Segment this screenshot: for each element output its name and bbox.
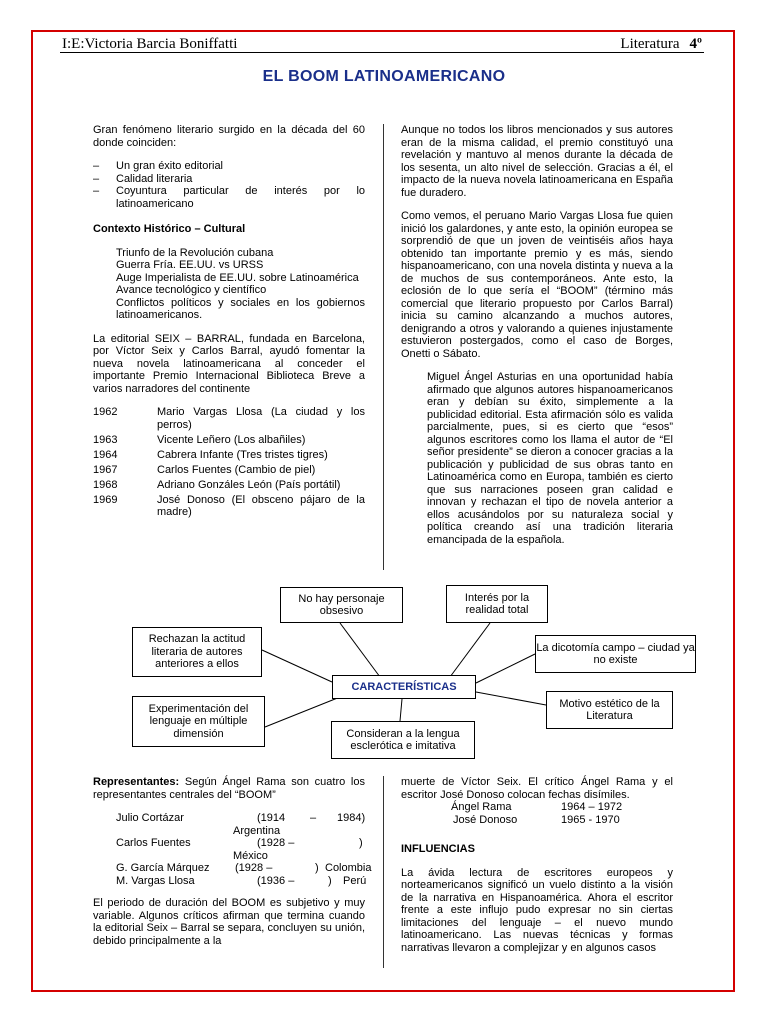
bottom-left-column	[93, 776, 372, 947]
asturias-item: Miguel Ángel Asturias en una oportunidad había afirmado que algunos autores hispanoamericanos eran y debían su éxito, simplemente a la publicidad editorial. Esta afirmación sólo es valida parcialmente, pues, si es cierto que “esos” algunos escritores como los llama el autor de “El señor presidente” se dieron a conocer gracias a la publicación y publicidad de sus obras tanto en Latinoamérica como en Europa, también es cierto que sus narraciones poseen gran calidad e innovan y rechazan el tipo de novela anterior a ellos acusándolos por su naturaleza social y política creando así una tradición literaria emancipada de la española.	[427, 371, 673, 546]
diagram-node: Rechazan la actitud literaria de autores anteriores a ellos	[132, 627, 262, 677]
list-item: Avance tecnológico y científico	[116, 284, 267, 296]
column-divider	[383, 776, 384, 968]
intro-paragraph: Gran fenómeno literario surgido en la década del 60 donde coinciden:	[93, 124, 365, 149]
award-row: 1964 Cabrera Infante (Tres tristes tigres)	[93, 448, 328, 461]
diagram-node: La dicotomía campo – ciudad ya no existe	[535, 635, 696, 673]
bottom-right-column	[401, 776, 673, 954]
connector-line	[265, 697, 340, 727]
connector-line	[450, 623, 490, 677]
writer-item: M. Vargas Llosa (1936 – ) Perú	[116, 874, 367, 887]
date-row: José Donoso 1965 - 1970	[453, 813, 620, 826]
connector-line	[476, 692, 546, 705]
paragraph: Aunque no todos los libros mencionados y sus autores eran de la misma calidad, el premio constituyó una revelación y mantuvo al menos durante la década de los sesenta, un alto nivel de selección. Gracias a él, el impacto de la nueva novela latinoamericana en España fue duradero.	[401, 124, 673, 199]
list-item: – Calidad literaria	[93, 172, 193, 185]
diagram-node: Experimentación del lenguaje en múltiple dimensión	[132, 696, 265, 747]
award-row: 1969 José Donoso (El obsceno pájaro de la madre)	[93, 493, 365, 518]
period-paragraph: El periodo de duración del BOOM es subjetivo y muy variable. Algunos críticos afirman que termina cuando la editorial Seix – Barral se separa, concluyen su unión, debido principalmente a la	[93, 897, 365, 947]
date-row: Ángel Rama 1964 – 1972	[451, 801, 623, 813]
connector-line	[400, 699, 402, 721]
connector-line	[476, 654, 535, 683]
writer-item: G. García Márquez (1928 – ) Colombia	[116, 862, 372, 874]
editorial-paragraph: La editorial SEIX – BARRAL, fundada en Barcelona, por Víctor Seix y Carlos Barral, ayudó fomentar la nueva novela latinoamericana al conceder el importante Premio Internacional Biblioteca Breve a varios narradores del continente	[93, 332, 365, 395]
page-title: EL BOOM LATINOAMERICANO	[262, 68, 506, 85]
connector-line	[262, 650, 332, 682]
writer-item: Carlos Fuentes (1928 – ) México	[116, 837, 363, 862]
influencias-heading: INFLUENCIAS	[401, 843, 475, 855]
award-row: 1967 Carlos Fuentes (Cambio de piel)	[93, 463, 316, 476]
award-row: 1962 Mario Vargas Llosa (La ciudad y los perros)	[93, 406, 365, 431]
context-heading: Contexto Histórico – Cultural	[93, 223, 246, 235]
list-item: – Un gran éxito editorial	[93, 160, 224, 172]
list-item: Triunfo de la Revolución cubana	[116, 246, 274, 259]
writer-item: Julio Cortázar (1914 – 1984) Argentina	[116, 812, 366, 837]
header-grade: 4º	[689, 36, 702, 52]
list-item: Conflictos políticos y sociales en los gobiernos latinoamericanos.	[116, 296, 365, 321]
paragraph: Como vemos, el peruano Mario Vargas Llosa fue quien inició los galardones, y ante esto, la opinión europea se sorprendió de que un joven de veintiséis años haya obtenido tan importante premio y es más, siendo hispanoamericano, con una novela distinta y nueva a la de muchos de sus contemporáneos. Ante esto, la eclosión de lo que sería el “BOOM” (término más comercial que literario propuesto por Carlos Barral) inicia su camino alcanzando a muchos autores, denigrando a otros y valorando a quienes injustamente estuvieron postergados, como el caso de Borges, Onetti o Sábato.	[401, 210, 673, 360]
diagram-node: Interés por la realidad total	[446, 585, 548, 623]
header-author: I:E:Victoria Barcia Boniffatti	[62, 36, 238, 52]
diagram-node: Motivo estético de la Literatura	[546, 691, 673, 729]
influencias-paragraph: La ávida lectura de escritores europeos y norteamericanos significó un vuelo distinto a la visión de la narrativa en Hispanoamérica. Ahora el escritor frente a este influjo pudo expresar no sin ciertas limitaciones del lenguaje – el nuevo mundo latinoamericano. Las nuevas técnicas y formas narrativas llevaron a complejizar y en algunos casos	[401, 866, 673, 954]
list-item: Guerra Fría. EE.UU. vs URSS	[116, 259, 264, 271]
connector-line	[340, 623, 380, 677]
list-item: – Coyuntura particular de interés por lo latinoamericano	[93, 185, 365, 210]
list-item: Auge Imperialista de EE.UU. sobre Latinoamérica	[116, 271, 359, 284]
diagram-center: CARACTERÍSTICAS	[332, 675, 476, 699]
award-row: 1963 Vicente Leñero (Los albañiles)	[93, 433, 306, 446]
continuation-paragraph: muerte de Víctor Seix. El crítico Ángel Rama y el escritor José Donoso colocan fechas disímiles.	[401, 776, 673, 801]
header-subject-name: Literatura	[620, 36, 680, 52]
representantes-paragraph: Representantes: Según Ángel Rama son cuatro los representantes centrales del “BOOM”	[93, 776, 365, 801]
diagram-node: No hay personaje obsesivo	[280, 587, 403, 623]
diagram-node: Consideran a la lengua esclerótica e imitativa	[331, 721, 475, 759]
award-row: 1968 Adriano Gonzáles León (País portátil)	[93, 478, 341, 491]
